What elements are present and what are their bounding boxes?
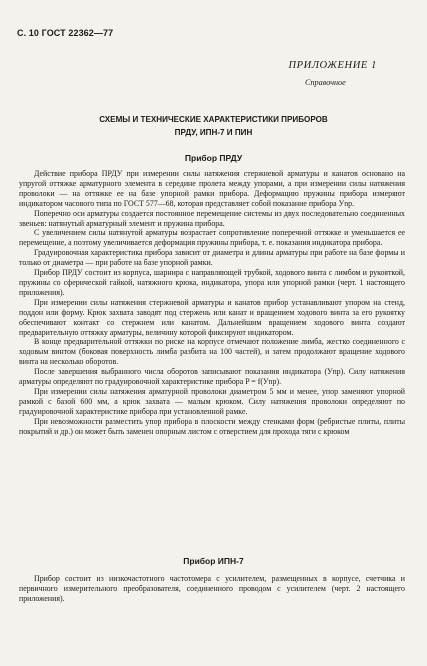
appendix-note: Справочное	[305, 78, 346, 87]
paragraph: После завершения выбранного числа оборотов записывают показания индикатора (Уnp). Силу натяжения арматуры определяют по градуировочной характеристике прибора P = f(Уnp).	[19, 367, 405, 387]
appendix-label: ПРИЛОЖЕНИЕ 1	[288, 60, 377, 71]
paragraph: В конце предварительной оттяжки по риске на корпусе отмечают положение лимба, жестко соединенного с ходовым винтом (боковая поверхность лимба разбита на 100 частей), и затем продолжают вращение ходового винта на несколько оборотов.	[19, 337, 405, 367]
document-title-line-2: ПРДУ, ИПН-7 И ПИН	[174, 128, 253, 137]
section-heading-ipn7: Прибор ИПН-7	[183, 556, 244, 566]
paragraph: Поперечно оси арматуры создается постоянное перемещение системы из двух последовательно соединенных звеньев: натянутый арматурный элемент и пружина прибора.	[19, 208, 405, 228]
paragraph: При измерении силы натяжения стержневой арматуры и канатов прибор устанавливают упором на стенд, поддон или форму. Крюк захвата заводят под стержень или канат и вращением ходового винта за его рукоятку обеспечивают контакт со стержнем или канатом. Дальнейшим вращением ходового винта создают предварительную оттяжку арматуры, величину которой фиксируют индикатором.	[19, 297, 405, 337]
section-heading-prdu: Прибор ПРДУ	[184, 153, 243, 163]
document-title	[0, 113, 427, 139]
paragraph: При измерении силы натяжения арматурной проволоки диаметром 5 мм и менее, упор заменяют упорной рамкой с базой 600 мм, а крюк захвата — малым крюком. Силу натяжения проволоки определяют по градуировочной характеристике прибора при установленной рамке.	[19, 386, 405, 416]
paragraph: Градуировочная характеристика прибора зависит от диаметра и длины арматуры при работе на базе формы и только от диаметра — при работе на базе упорной рамки.	[19, 248, 405, 268]
paragraph: Прибор состоит из низкочастотного частотомера с усилителем, размещенных в корпусе, счетчика и первичного измерительного преобразователя, соединенного проводом с усилителем (черт. 2 настоящего приложения).	[19, 574, 405, 603]
page-header: С. 10 ГОСТ 22362—77	[17, 28, 114, 38]
paragraph: С увеличением силы натянутой арматуры возрастает сопротивление поперечной оттяжке и уменьшается ее перемещение, а поэтому увеличивается деформация пружины прибора, т. е. показания индикатора прибора.	[19, 228, 405, 248]
section-body-prdu	[19, 169, 405, 436]
paragraph: Прибор ПРДУ состоит из корпуса, шарнира с направляющей трубкой, ходового винта с лимбом и рукояткой, пружины со сферической гайкой, натяжного крюка, индикатора, упора или упорной рамки (черт. 1 настоящего приложения).	[19, 268, 405, 297]
paragraph: При невозможности разместить упор прибора в плоскости между стенками форм (ребристые плиты, плиты покрытий и др.) он может быть заменен опорным листом с отверстием для прохода тяги с крюком	[19, 416, 405, 436]
section-body-ipn7	[19, 574, 405, 604]
paragraph: Действие прибора ПРДУ при измерении силы натяжения стержневой арматуры и канатов основано на упругой оттяжке арматурного элемента в середине пролета между упорами, а при измерении силы натяжения проволоки — на оттяжке ее на базе упорной рамки прибора. Деформацию пружины прибора измеряют индикатором часового типа по ГОСТ 577—68, которая представляет собой показание прибора Уnp.	[19, 169, 405, 208]
document-title-line-1: СХЕМЫ И ТЕХНИЧЕСКИЕ ХАРАКТЕРИСТИКИ ПРИБОРОВ	[99, 115, 328, 124]
